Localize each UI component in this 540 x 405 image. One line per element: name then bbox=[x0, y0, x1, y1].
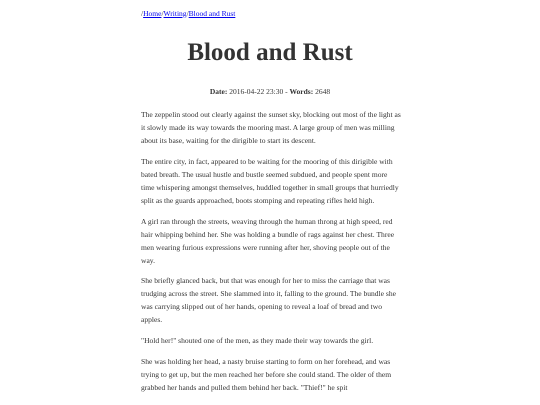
story-meta bbox=[141, 87, 399, 97]
page-title: Blood and Rust bbox=[187, 39, 353, 66]
meta-separator: - bbox=[283, 87, 290, 96]
date-label: Date: bbox=[209, 87, 228, 96]
story-body bbox=[141, 108, 401, 402]
breadcrumb-separator: / bbox=[141, 9, 144, 18]
story-paragraph: The zeppelin stood out clearly against the sunset sky, blocking out most of the light as it slowly made its way towards the mooring mast. A large group of men was milling about its base, waiting for the dirigible to start its descent. bbox=[141, 110, 401, 145]
story-paragraph: "Hold her!" shouted one of the men, as they made their way towards the girl. bbox=[141, 336, 374, 346]
words-label: Words: bbox=[289, 87, 314, 96]
breadcrumb-link-writing[interactable]: Writing bbox=[163, 9, 187, 18]
breadcrumb-separator: / bbox=[161, 9, 164, 18]
word-count: 2648 bbox=[315, 87, 331, 96]
breadcrumb bbox=[141, 9, 235, 19]
date-value: 2016-04-22 23:30 bbox=[229, 87, 284, 96]
breadcrumb-link-current[interactable]: Blood and Rust bbox=[188, 9, 236, 18]
story-paragraph: A girl ran through the streets, weaving through the human throng at high speed, red hair whipping behind her. She was holding a bundle of rags against her chest. Three men wearing furious expressions were running after her, shoving people out of the way. bbox=[141, 216, 395, 265]
story-paragraph: She was holding her head, a nasty bruise starting to form on her forehead, and was trying to get up, but the men reached her before she could stand. The older of them grabbed her hands and pulled them behind her back. "Thief!" he spit bbox=[141, 356, 392, 392]
breadcrumb-link-home[interactable]: Home bbox=[143, 9, 162, 18]
breadcrumb-separator: / bbox=[186, 9, 189, 18]
story-paragraph: The entire city, in fact, appeared to be waiting for the mooring of this dirigible with bated breath. The usual hustle and bustle seemed subdued, and people spent more time whispering amongst themselves, huddled together in small groups that hurriedly split as the guards approached, boots stomping and repeating rifles held high. bbox=[141, 156, 399, 205]
story-paragraph: She briefly glanced back, but that was enough for her to miss the carriage that was trudging across the street. She slammed into it, falling to the ground. The bundle she was carrying slipped out of her hands, opening to reveal a loaf of bread and two apples. bbox=[141, 276, 396, 325]
